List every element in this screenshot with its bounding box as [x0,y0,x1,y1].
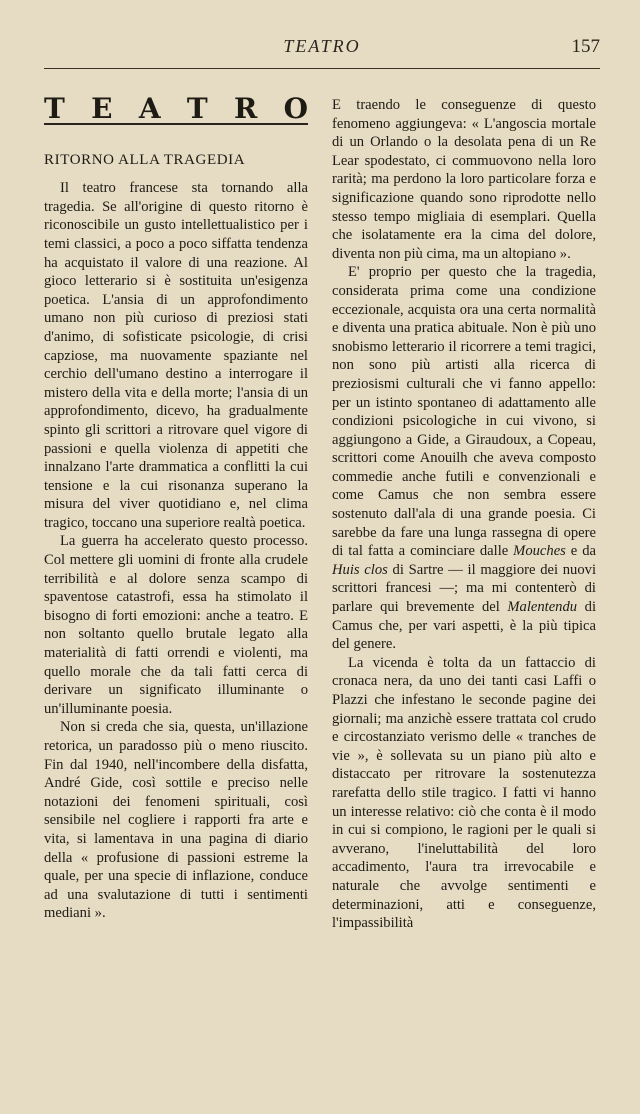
paragraph: Non si creda che sia, questa, un'illazione retorica, un paradosso più o meno riuscito. Fin dal 1940, nell'incombere della disfatta, André Gide, così sottile e preciso nelle notazioni dei fenomeni spirituali, così sensibile nel cogliere i rapporti fra arte e vita, si lamentava in una pagina di diario della « profusione di passioni estreme la quale, per una specie di inflazione, conduce ad una svalutazione di tutti i sentimenti mediani ». [44,719,308,922]
paragraph: E traendo le conseguenze di questo fenomeno aggiungeva: « L'angoscia mortale di un Orlando o la desolata pena di un Re Lear spodestato, ci commuovono nella loro rarità; ma perdono la loro particolare forza e significazione quando sono riprodotte nello stesso tempo migliaia di esemplari. Quella che isolatamente era la cima del dolore, diventa non più cima, ma un altopiano ». [332,97,596,262]
work-title-mouches: Mouches [513,543,566,560]
text-run: e da [565,543,596,560]
section-title-letter: A [138,92,161,125]
paragraph: La guerra ha accelerato questo processo. Col mettere gli uomini di fronte alla crudele terribilità e al dolore senza scampo di spaventose catastrofi, essa ha stimolato il bisogno di forti emozioni: anche a teatro. E non soltanto quello brutale legato alla materialità di fatti orrendi e violenti, ma quello morale che da tali fatti cerca di derivare un significato illuminante o un'illuminante poesia. [44,533,308,717]
paragraph: La vicenda è tolta da un fattaccio di cronaca nera, da uno dei tanti casi Laffi o Plazzi che infestano le seconde pagine dei giornali; ma anzichè essere trattata col crudo e circostanziato verismo delle « tranches de vie », è sollevata su un piano più alto e distaccato per ritrovare la sostenutezza rarefatta dello stile tragico. I fatti vi hanno un interesse relativo: ciò che conta è il modo in cui si compiono, le ragioni per le quali si avverano, l'ineluttabilità del loro accadimento, l'aura tra irrevocabile e naturale che avvolge sentimenti e determinazioni, atti e conseguenze, l'impassibilità [332,654,596,932]
section-title-letter: E [91,92,113,125]
left-column [44,92,308,923]
section-title-letter: T [186,92,208,125]
work-title-huis-clos: Huis clos [332,561,388,578]
work-title-malentendu: Malentendu [507,599,578,616]
section-title-letter: T [44,92,65,125]
running-title: TEATRO [283,36,361,56]
text-run: E' proprio per questo che la tragedia, considerata prima come una condizione eccezionale, acquista ora una certa normalità e diventa una pratica abituale. Non è più uno snobismo letterario il ricorrere a temi tragici, non sono più artisti alla ricerca di preziosismi culturali che vi fanno appello: per un istinto spontaneo di adattamento alle condizioni psicologiche in cui vivono, si aggiungono a Gide, a Giraudoux, a Copeau, scrittori come Anouilh che aveva composto commedie anche futili e convenzionali e come Camus che non sembra essere sostenuto dall'ala di una grande poesia. Ci sarebbe da fare una lunga rassegna di opere di tal fatta a cominciare dalle [332,264,596,560]
section-title [44,92,308,125]
right-column [332,96,596,933]
text-run: di Camus che, per vari aspetti, è la più tipica del genere. [332,599,597,653]
paragraph: Il teatro francese sta tornando alla tragedia. Se all'origine di questo ritorno è riconoscibile un gusto intellettualistico per i temi classici, a poco a poco siffatta tendenza ha acquistato il valore di una reazione. Al gioco letterario si è sostituita un'esigenza poetica. L'ansia di un approfondimento umano non più curioso di preziosi stati d'animo, di sofisticate psicologie, di crisi capziose, ma nuovamente spaziante nel cerchio dell'umano destino a interrogare il mistero della vita e della morte; l'ansia di un approfondimento, dicevo, ha gradualmente spinto gli scrittori a ritrovare quel vigore di passioni e quella violenza di appetiti che innalzano l'arte drammatica a conflitti la cui tensione e la cui risonanza superano la misura del viver quotidiano e, nel clima tragico, toccano una superiore realtà poetica. [44,180,308,531]
page-number: 157 [571,36,600,57]
section-title-letter: R [234,92,258,125]
section-title-letter: O [283,92,308,125]
paragraph [332,263,596,653]
header-rule [44,68,600,69]
article-title: RITORNO ALLA TRAGEDIA [44,151,246,168]
text-run: di Sartre — il maggiore dei nuovi scrittori francesi —; ma mi contenterò di parlare qui brevemente del [332,561,596,616]
running-header [44,36,600,66]
